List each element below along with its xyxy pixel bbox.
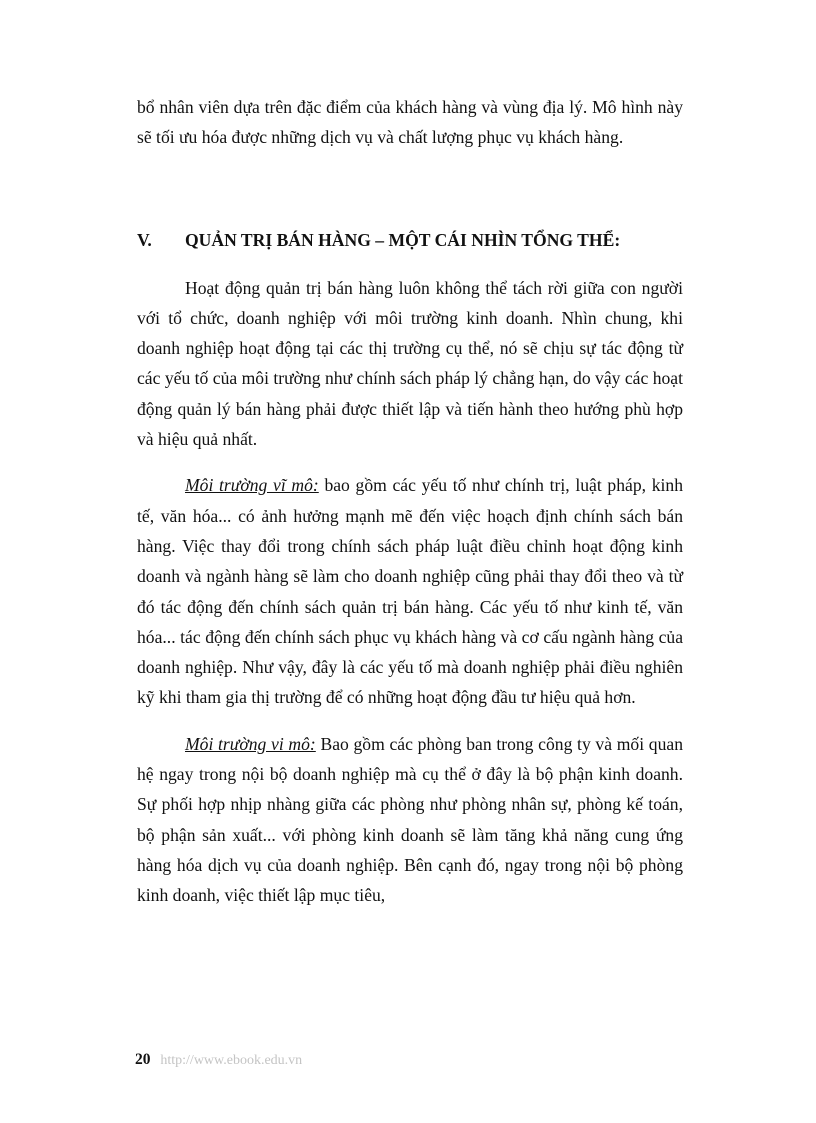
section-number: V. xyxy=(137,229,152,250)
section-heading xyxy=(137,225,683,255)
paragraph-macro-text: bao gồm các yếu tố như chính trị, luật pháp, kinh tế, văn hóa... có ảnh hưởng mạnh mẽ đến việc hoạch định chính sách bán hàng. Việc thay đổi trong chính sách pháp luật điều chỉnh hoạt động kinh doanh và ngành hàng sẽ làm cho doanh nghiệp cũng phải thay đổi theo và từ đó tác động đến chính sách quản trị bán hàng. Các yếu tố như kinh tế, văn hóa... tác động đến chính sách phục vụ khách hàng và cơ cấu ngành hàng của doanh nghiệp. Như vậy, đây là các yếu tố mà doanh nghiệp phải điều nghiên kỹ khi tham gia thị trường để có những hoạt động đầu tư hiệu quả hơn. xyxy=(137,475,683,708)
page-footer xyxy=(135,1050,302,1071)
page-body xyxy=(137,92,683,911)
paragraph-overview: Hoạt động quản trị bán hàng luôn không thể tách rời giữa con người với tổ chức, doanh nghiệp với môi trường kinh doanh. Nhìn chung, khi doanh nghiệp hoạt động tại các thị trường cụ thể, nó sẽ chịu sự tác động từ các yếu tố của môi trường như chính sách pháp lý chẳng hạn, do vậy các hoạt động quản lý bán hàng phải được thiết lập và tiến hành theo hướng phù hợp và hiệu quả nhất. xyxy=(137,277,683,450)
watermark-url: http://www.ebook.edu.vn xyxy=(160,1053,303,1068)
paragraph-micro-text: Bao gồm các phòng ban trong công ty và mối quan hệ ngay trong nội bộ doanh nghiệp mà cụ thể ở đây là bộ phận kinh doanh. Sự phối hợp nhịp nhàng giữa các phòng như phòng nhân sự, phòng kế toán, bộ phận sản xuất... với phòng kinh doanh sẽ làm tăng khả năng cung ứng hàng hóa dịch vụ của doanh nghiệp. Bên cạnh đó, ngay trong nội bộ phòng kinh doanh, việc thiết lập mục tiêu, xyxy=(137,733,683,906)
section-title: QUẢN TRỊ BÁN HÀNG – MỘT CÁI NHÌN TỔNG THỂ: xyxy=(185,229,621,250)
term-macro-environment: Môi trường vĩ mô: xyxy=(185,475,319,496)
paragraph-micro-environment xyxy=(137,729,683,911)
paragraph-macro-environment xyxy=(137,470,683,712)
term-micro-environment: Môi trường vi mô: xyxy=(185,733,316,754)
intro-paragraph: bổ nhân viên dựa trên đặc điểm của khách hàng và vùng địa lý. Mô hình này sẽ tối ưu hóa được những dịch vụ và chất lượng phục vụ khách hàng. xyxy=(137,97,683,148)
page-number: 20 xyxy=(135,1051,151,1068)
